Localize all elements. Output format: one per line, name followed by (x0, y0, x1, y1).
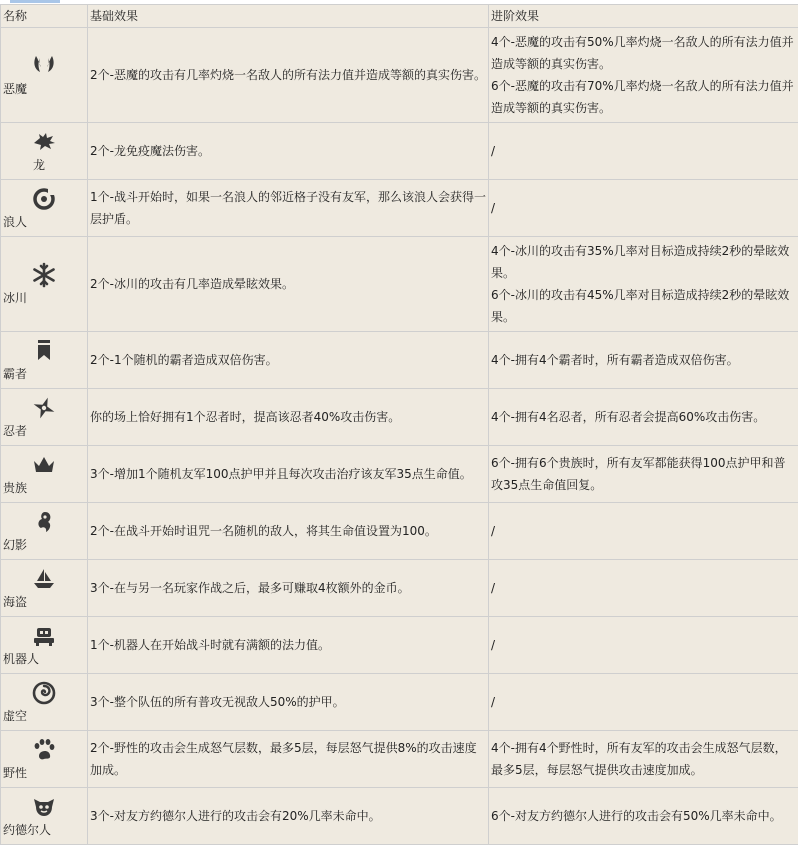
ship-icon (31, 566, 57, 592)
basic-effect: 2个-在战斗开始时诅咒一名随机的敌人，将其生命值设置为100。 (88, 503, 489, 560)
synergy-name-cell (1, 237, 88, 332)
synergy-name: 约德尔人 (3, 823, 52, 837)
top-accent-bar (10, 0, 60, 3)
synergy-name: 恶魔 (3, 82, 28, 96)
synergy-name: 虚空 (3, 709, 28, 723)
robot-icon (31, 623, 57, 649)
advanced-effect (489, 332, 798, 389)
advanced-line: 6个-拥有6个贵族时，所有友军都能获得100点护甲和普攻35点生命值回复。 (491, 456, 786, 492)
synergy-name: 野性 (3, 766, 28, 780)
synergy-name-cell (1, 674, 88, 731)
table-row (1, 237, 798, 332)
advanced-effect (489, 180, 798, 237)
advanced-line: 6个-冰川的攻击有45%几率对目标造成持续2秒的晕眩效果。 (491, 288, 790, 324)
basic-effect: 3个-对友方约德尔人进行的攻击会有20%几率未命中。 (88, 788, 489, 845)
basic-effect: 2个-1个随机的霸者造成双倍伤害。 (88, 332, 489, 389)
header-basic-effect: 基础效果 (88, 5, 489, 28)
advanced-line: / (491, 638, 496, 652)
table-row (1, 560, 798, 617)
synergy-name-cell (1, 731, 88, 788)
advanced-effect (489, 123, 798, 180)
synergy-name-cell (1, 28, 88, 123)
basic-effect: 3个-整个队伍的所有普攻无视敌人50%的护甲。 (88, 674, 489, 731)
table-row (1, 446, 798, 503)
synergy-name: 机器人 (3, 652, 40, 666)
advanced-effect (489, 237, 798, 332)
advanced-line: 4个-拥有4个霸者时，所有霸者造成双倍伤害。 (491, 353, 739, 367)
synergy-table (0, 4, 798, 845)
advanced-effect (489, 28, 798, 123)
table-row (1, 617, 798, 674)
synergy-name-cell (1, 560, 88, 617)
synergy-name: 海盗 (3, 595, 28, 609)
table-row (1, 332, 798, 389)
table-row (1, 503, 798, 560)
synergy-name: 冰川 (3, 291, 28, 305)
basic-effect: 1个-战斗开始时，如果一名浪人的邻近格子没有友军，那么该浪人会获得一层护盾。 (88, 180, 489, 237)
advanced-effect (489, 446, 798, 503)
dragon-icon (31, 129, 57, 155)
advanced-line: 4个-恶魔的攻击有50%几率灼烧一名敌人的所有法力值并造成等额的真实伤害。 (491, 35, 794, 71)
synergy-name: 龙 (33, 158, 46, 172)
paw-icon (31, 737, 57, 763)
basic-effect: 3个-增加1个随机友军100点护甲并且每次攻击治疗该友军35点生命值。 (88, 446, 489, 503)
advanced-effect (489, 560, 798, 617)
advanced-effect (489, 503, 798, 560)
advanced-line: 4个-拥有4个野性时，所有友军的攻击会生成怒气层数，最多5层，每层怒气提供攻击速度加成。 (491, 741, 787, 777)
yordle-face-icon (31, 794, 57, 820)
synergy-name-cell (1, 446, 88, 503)
advanced-line: / (491, 201, 496, 215)
basic-effect: 你的场上恰好拥有1个忍者时，提高该忍者40%攻击伤害。 (88, 389, 489, 446)
synergy-name: 幻影 (3, 538, 28, 552)
advanced-effect (489, 731, 798, 788)
table-row (1, 28, 798, 123)
advanced-line: / (491, 524, 496, 538)
advanced-line: 6个-对友方约德尔人进行的攻击会有50%几率未命中。 (491, 809, 782, 823)
advanced-line: 4个-冰川的攻击有35%几率对目标造成持续2秒的晕眩效果。 (491, 244, 790, 280)
basic-effect: 2个-野性的攻击会生成怒气层数，最多5层，每层怒气提供8%的攻击速度加成。 (88, 731, 489, 788)
header-advanced-effect: 进阶效果 (489, 5, 798, 28)
synergy-name: 霸者 (3, 367, 28, 381)
synergy-name-cell (1, 617, 88, 674)
banner-icon (31, 338, 57, 364)
synergy-name: 贵族 (3, 481, 28, 495)
ronin-swirl-icon (31, 186, 57, 212)
shuriken-icon (31, 395, 57, 421)
advanced-line: / (491, 695, 496, 709)
basic-effect: 1个-机器人在开始战斗时就有满额的法力值。 (88, 617, 489, 674)
header-name: 名称 (1, 5, 88, 28)
basic-effect: 3个-在与另一名玩家作战之后，最多可赚取4枚额外的金币。 (88, 560, 489, 617)
table-row (1, 674, 798, 731)
synergy-name-cell (1, 332, 88, 389)
table-row (1, 788, 798, 845)
void-spiral-icon (31, 680, 57, 706)
demon-horns-icon (31, 53, 57, 79)
synergy-name-cell (1, 180, 88, 237)
advanced-effect (489, 674, 798, 731)
advanced-line: 6个-恶魔的攻击有70%几率灼烧一名敌人的所有法力值并造成等额的真实伤害。 (491, 79, 794, 115)
table-row (1, 389, 798, 446)
synergy-name-cell (1, 123, 88, 180)
advanced-line: / (491, 144, 496, 158)
crown-icon (31, 452, 57, 478)
basic-effect: 2个-龙免疫魔法伤害。 (88, 123, 489, 180)
synergy-name-cell (1, 788, 88, 845)
advanced-line: 4个-拥有4名忍者，所有忍者会提高60%攻击伤害。 (491, 410, 766, 424)
basic-effect: 2个-恶魔的攻击有几率灼烧一名敌人的所有法力值并造成等额的真实伤害。 (88, 28, 489, 123)
synergy-name: 浪人 (3, 215, 28, 229)
table-header-row (1, 5, 798, 28)
basic-effect: 2个-冰川的攻击有几率造成晕眩效果。 (88, 237, 489, 332)
synergy-name: 忍者 (3, 424, 28, 438)
synergy-name-cell (1, 503, 88, 560)
phantom-icon (31, 509, 57, 535)
snowflake-icon (31, 262, 57, 288)
table-row (1, 180, 798, 237)
table-row (1, 731, 798, 788)
advanced-effect (489, 389, 798, 446)
advanced-effect (489, 788, 798, 845)
advanced-line: / (491, 581, 496, 595)
table-row (1, 123, 798, 180)
advanced-effect (489, 617, 798, 674)
synergy-name-cell (1, 389, 88, 446)
